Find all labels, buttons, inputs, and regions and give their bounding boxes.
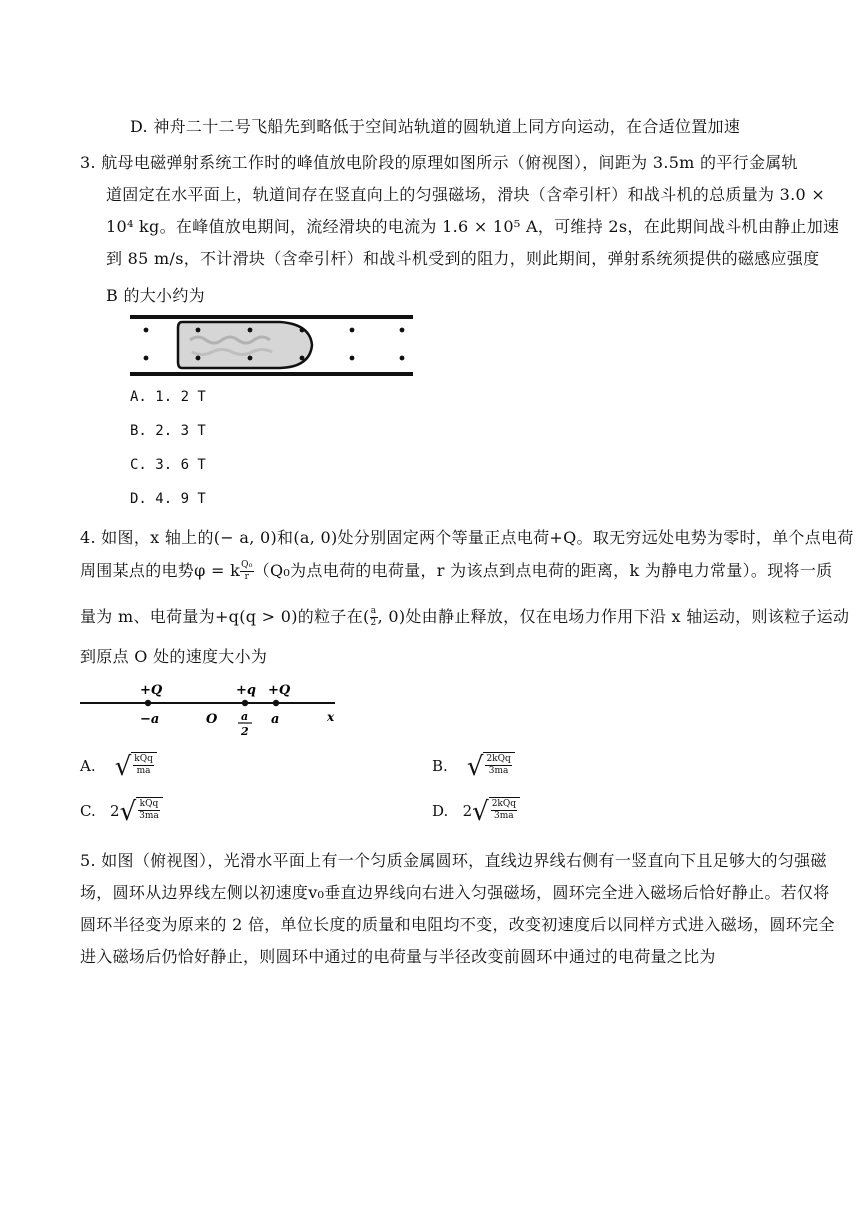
q3-line-2: 道固定在水平面上，轨道间存在竖直向上的匀强磁场，滑块（含牵引杆）和战斗机的总质量为 3.0 ×: [106, 185, 826, 204]
q4-line-3: 量为 m、电荷量为+q(q > 0)的粒子在( $\frac{a}{2}$ , 0)处由静止释放，仅在电场力作用下沿 x 轴运动，则该粒子运动: [80, 606, 850, 628]
q3-option-a: A. 1. 2 T: [130, 389, 206, 405]
label-origin: O: [206, 712, 218, 727]
q3-line-3: 10⁴ kg。在峰值放电期间，流经滑块的电流为 1.6 × 10⁵ A，可维持 2s，在此期间战斗机由静止加速: [106, 217, 840, 236]
label-plus-Q-left: +Q: [140, 683, 163, 698]
x-axis-charges-diagram: [80, 676, 350, 738]
q4-line-2: 周围某点的电势φ = k $\frac{\text{Q₀}}{r}$ （Q₀为点电荷的电荷量，r 为该点到点电荷的距离，k 为静电力常量）。现将一质: [80, 560, 833, 582]
label-plus-Q-right: +Q: [268, 683, 291, 698]
label-x: x: [327, 710, 335, 724]
potential-fraction: $\frac{\text{Q₀}}{r}$: [241, 560, 253, 582]
q2-option-d: D. 神舟二十二号飞船先到略低于空间站轨道的圆轨道上同方向运动，在合适位置加速: [130, 117, 741, 136]
q4-option-d: D. 2 √ $\frac{\text{2kQq}}{3ma}$: [432, 797, 520, 827]
label-half-den: 2: [241, 725, 249, 738]
label-minus-a: −a: [140, 712, 160, 727]
q3-line-1: 3. 航母电磁弹射系统工作时的峰值放电阶段的原理如图所示（俯视图），间距为 3.5m 的平行金属轨: [80, 153, 798, 172]
label-a: a: [271, 712, 280, 727]
q4-option-a: A. √ $\frac{\text{kQq}}{ma}$: [80, 752, 157, 782]
bottom-rail: [130, 372, 413, 376]
q5-line-3: 圆环半径变为原来的 2 倍，单位长度的质量和电阻均不变，改变初速度后以同样方式进入磁场，圆环完全: [80, 915, 835, 934]
q4-option-b: B. √ $\frac{\text{2kQq}}{3ma}$: [432, 752, 515, 782]
q3-line-4: 到 85 m/s，不计滑块（含牵引杆）和战斗机受到的阻力，则此期间，弹射系统须提供的磁感应强度: [106, 249, 820, 268]
top-rail: [130, 315, 413, 319]
q4-line-1: 4. 如图，x 轴上的(− a, 0)和(a, 0)处分别固定两个等量正点电荷+Q。取无穷远处电势为零时，单个点电荷: [80, 528, 854, 547]
q3-option-b: B. 2. 3 T: [130, 423, 206, 439]
charge-right-dot: [273, 700, 279, 706]
q5-line-4: 进入磁场后仍恰好静止，则圆环中通过的电荷量与半径改变前圆环中通过的电荷量之比为: [80, 947, 716, 966]
q4-option-c: C. 2 √ $\frac{\text{kQq}}{3ma}$: [80, 797, 163, 827]
q5-line-2: 场，圆环从边界线左侧以初速度v₀垂直边界线向右进入匀强磁场，圆环完全进入磁场后恰好静止。若仅将: [80, 883, 830, 902]
label-half-num: a: [241, 710, 249, 723]
label-plus-q: +q: [236, 683, 256, 698]
q4-line-4: 到原点 O 处的速度大小为: [80, 647, 268, 666]
q3-option-d: D. 4. 9 T: [130, 491, 206, 507]
release-point-fraction: $\frac{a}{2}$: [370, 606, 377, 628]
q3-line-5: B 的大小约为: [106, 286, 205, 305]
particle-dot: [242, 700, 248, 706]
charge-left-dot: [145, 700, 151, 706]
rail-slider-diagram: [130, 312, 415, 378]
q3-option-c: C. 3. 6 T: [130, 457, 206, 473]
q5-line-1: 5. 如图（俯视图），光滑水平面上有一个匀质金属圆环，直线边界线右侧有一竖直向下且足够大的匀强磁: [80, 851, 827, 870]
